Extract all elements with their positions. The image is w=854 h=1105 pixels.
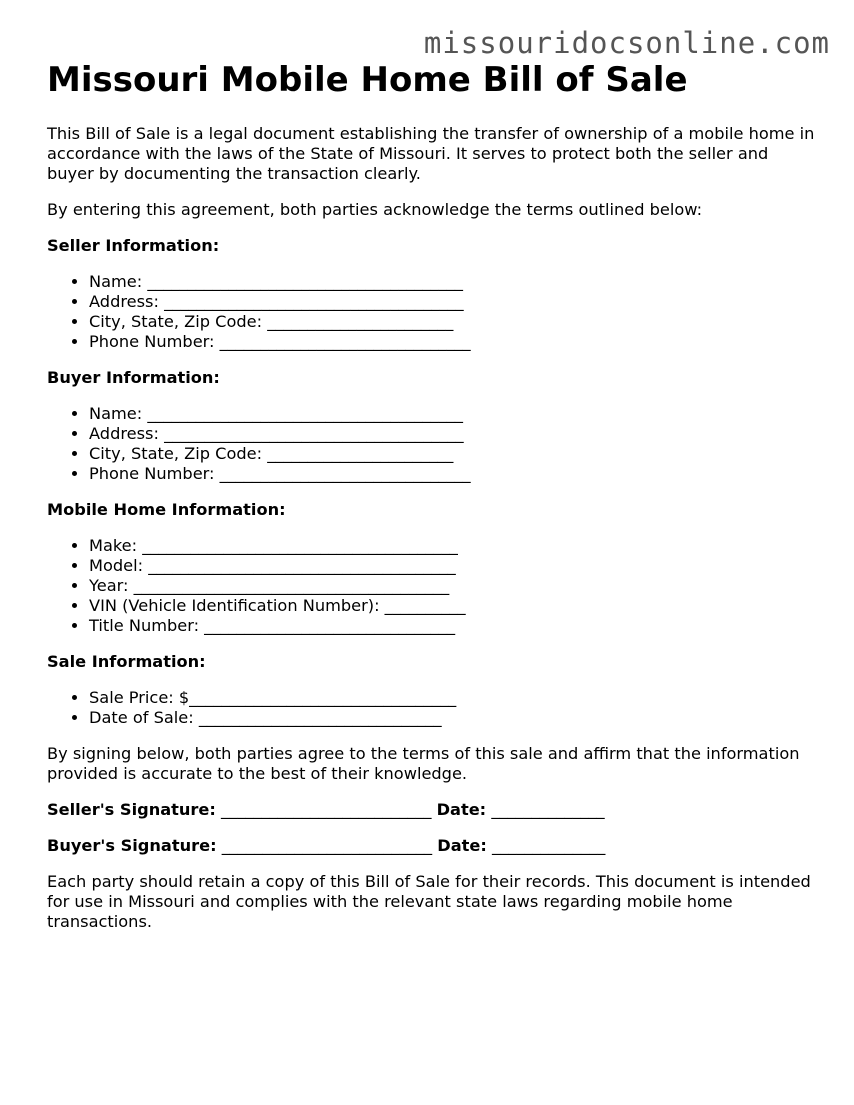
buyer-signature-label: Buyer's Signature:	[47, 836, 217, 855]
buyer-city-state-zip-field: • City, State, Zip Code: _______________________	[89, 444, 817, 464]
date-of-sale-field: • Date of Sale: ______________________________	[89, 708, 817, 728]
buyer-field-list	[47, 404, 817, 484]
buyer-phone-field: • Phone Number: _______________________________	[89, 464, 817, 484]
buyer-section-heading: Buyer Information:	[47, 368, 220, 387]
agreement-paragraph: By entering this agreement, both parties acknowledge the terms outlined below:	[47, 200, 703, 219]
vin-field: • VIN (Vehicle Identification Number): __________	[89, 596, 817, 616]
seller-date-line: ______________	[486, 800, 605, 819]
seller-signature-row	[47, 800, 817, 820]
closing-paragraph: Each party should retain a copy of this Bill of Sale for their records. This document is intended for use in Missouri and complies with the relevant state laws regarding mobile home transactions.	[47, 872, 811, 931]
seller-field-list	[47, 272, 817, 352]
buyer-name-field: • Name: _______________________________________	[89, 404, 817, 424]
sale-section-heading: Sale Information:	[47, 652, 206, 671]
year-field: • Year: _______________________________________	[89, 576, 817, 596]
document-body	[47, 60, 817, 948]
make-field: • Make: _______________________________________	[89, 536, 817, 556]
seller-city-state-zip-field: • City, State, Zip Code: _______________________	[89, 312, 817, 332]
buyer-date-label: Date:	[437, 836, 487, 855]
document-title: Missouri Mobile Home Bill of Sale	[47, 60, 688, 100]
seller-section-heading: Seller Information:	[47, 236, 220, 255]
sale-price-field: • Sale Price: $_________________________________	[89, 688, 817, 708]
seller-signature-line: __________________________	[215, 800, 437, 819]
title-number-field: • Title Number: _______________________________	[89, 616, 817, 636]
model-field: • Model: ______________________________________	[89, 556, 817, 576]
signing-statement: By signing below, both parties agree to the terms of this sale and affirm that the information provided is accurate to the best of their knowledge.	[47, 744, 800, 783]
seller-date-label: Date:	[436, 800, 487, 819]
intro-paragraph: This Bill of Sale is a legal document establishing the transfer of ownership of a mobile home in accordance with the laws of the State of Missouri. It serves to protect both the seller and buyer by documenting the transaction clearly.	[47, 124, 815, 183]
seller-phone-field: • Phone Number: _______________________________	[89, 332, 817, 352]
buyer-date-line: ______________	[486, 836, 606, 855]
sale-field-list	[47, 688, 817, 728]
mobile-home-field-list	[47, 536, 817, 636]
buyer-address-field: • Address: _____________________________________	[89, 424, 817, 444]
site-watermark: missouridocsonline.com	[423, 26, 830, 60]
buyer-signature-line: __________________________	[216, 836, 438, 855]
buyer-signature-row	[47, 836, 817, 856]
seller-signature-label: Seller's Signature:	[47, 800, 216, 819]
mobile-home-section-heading: Mobile Home Information:	[47, 500, 286, 519]
seller-name-field: • Name: _______________________________________	[89, 272, 817, 292]
seller-address-field: • Address: _____________________________________	[89, 292, 817, 312]
